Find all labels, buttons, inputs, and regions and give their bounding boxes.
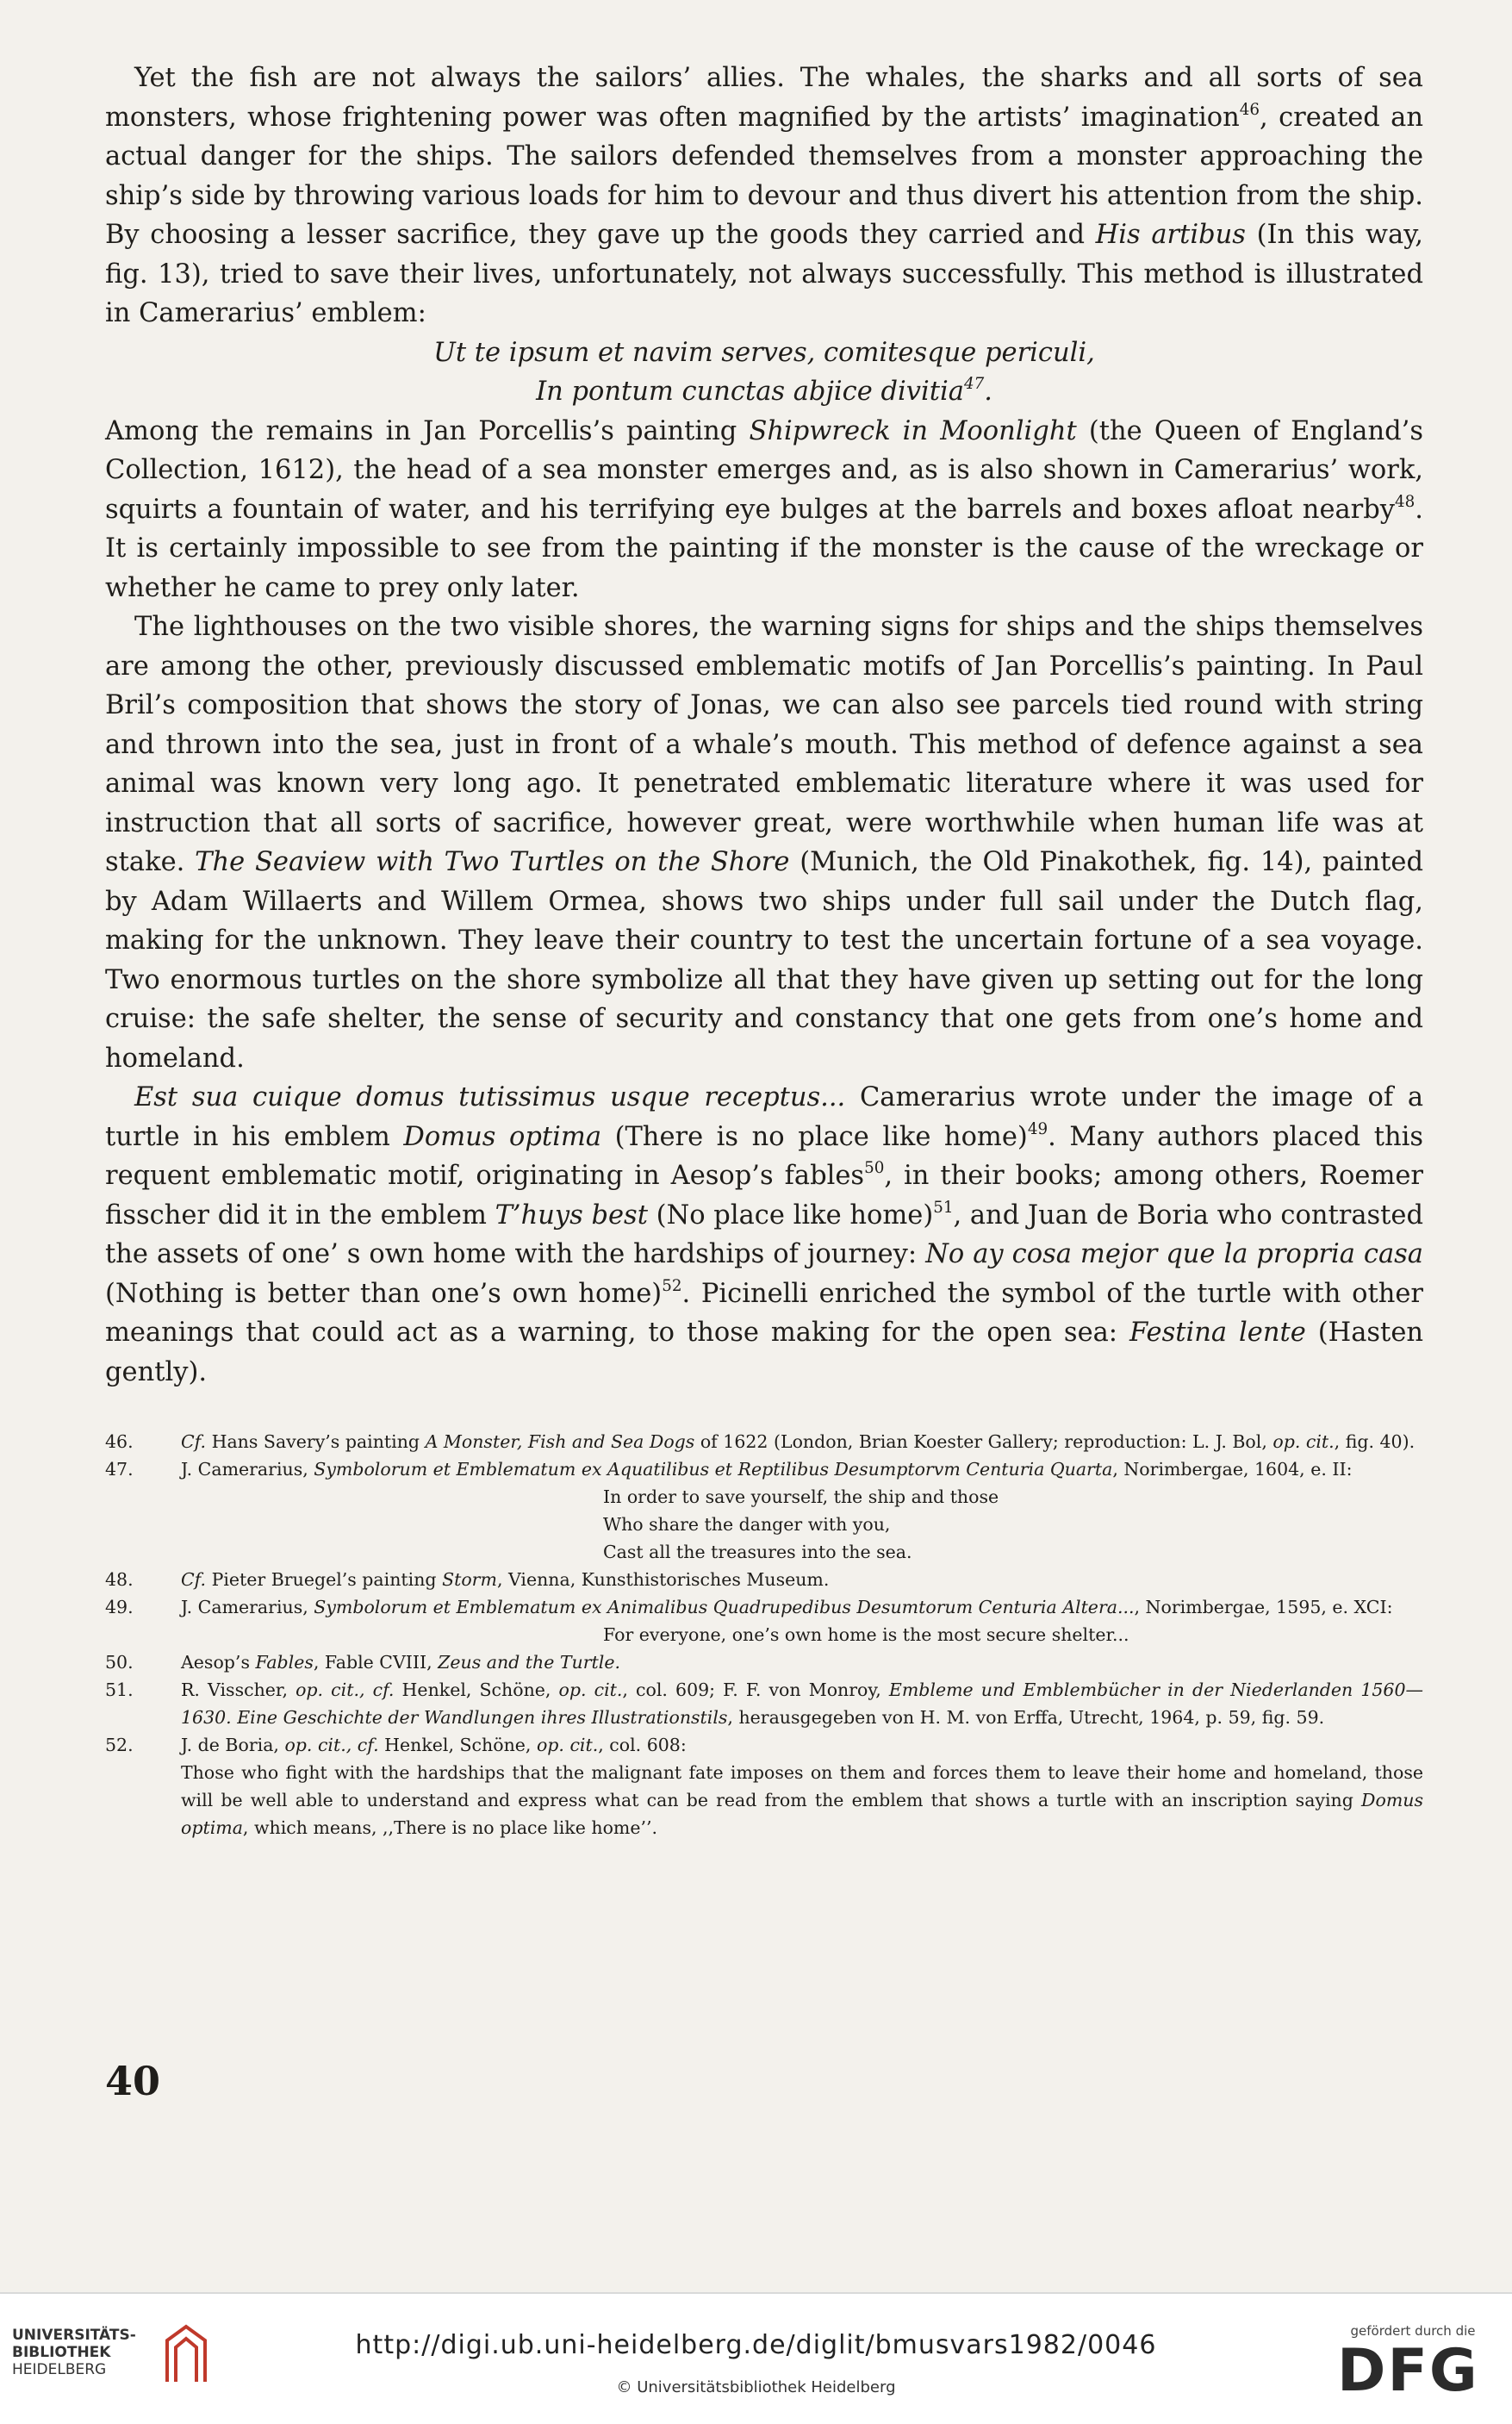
footnote-52-quote: Those who fight with the hardships that the malignant fate imposes on them and forces them to leave their home and homeland, those will be well able to understand and express what can be read from the emblem that shows a turtle with an inscription saying Domus optima, which means, ,,There is no place like home’’. bbox=[181, 1762, 1423, 1838]
footnote-ref-48[interactable]: 48 bbox=[1395, 492, 1416, 511]
paragraph-3: The lighthouses on the two visible shores, the warning signs for ships and the ships themselves are among the other, previously discussed emblematic motifs of Jan Porcellis’s painting. In Paul Bril’s composition that shows the story of Jonas, we can also see parcels tied round with string and thrown into the sea, just in front of a whale’s mouth. This method of defence against a sea animal was known very long ago. It penetrated emblematic literature where it was used for instruction that all sorts of sacrifice, however great, were worthwhile when human life was at stake. The Seaview with Two Turtles on the Shore (Munich, the Old Pinakothek, fig. 14), painted by Adam Willaerts and Willem Ormea, shows two ships under full sail under the Dutch flag, making for the unknown. They leave their country to test the uncertain fortune of a sea voyage. Two enormous turtles on the shore symbolize all that they have given up setting out for the long cruise: the safe shelter, the sense of security and constancy that one gets from one’s home and homeland. bbox=[105, 612, 1423, 1074]
footnotes bbox=[105, 1428, 1423, 1841]
footnote-48: 48. Cf. Pieter Bruegel’s painting Storm, Vienna, Kunsthistorisches Museum. bbox=[105, 1569, 830, 1590]
dfg-logo[interactable]: DFG bbox=[1337, 2337, 1479, 2405]
footnote-47: 47. J. Camerarius, Symbolorum et Emblematum ex Aquatilibus et Reptilibus Desumptorvm Centuria Quarta, Norimbergae, 1604, e. II: bbox=[105, 1459, 1353, 1480]
footnote-52: 52. J. de Boria, op. cit., cf. Henkel, Schöne, op. cit., col. 608: bbox=[105, 1735, 687, 1755]
emblem-verse-line-1: Ut te ipsum et navim serves, comitesque periculi, bbox=[433, 337, 1095, 368]
footnote-50: 50. Aesop’s Fables, Fable CVIII, Zeus and the Turtle. bbox=[105, 1652, 620, 1673]
funded-by-label: gefördert durch die bbox=[1350, 2323, 1476, 2339]
footnote-49: 49. J. Camerarius, Symbolorum et Emblematum ex Animalibus Quadrupedibus Desumtorum Centuria Altera..., Norimbergae, 1595, e. XCI: bbox=[105, 1597, 1393, 1617]
page-number: 40 bbox=[105, 2058, 161, 2104]
footnote-49-verse: For everyone, one’s own home is the most secure shelter... bbox=[603, 1624, 1129, 1645]
footnote-ref-50[interactable]: 50 bbox=[864, 1159, 885, 1178]
footnote-46: 46. Cf. Hans Savery’s painting A Monster, Fish and Sea Dogs of 1622 (London, Brian Koester Gallery; reproduction: L. J. Bol, op. cit., fig. 40). bbox=[105, 1431, 1416, 1452]
paragraph-2: Among the remains in Jan Porcellis’s painting Shipwreck in Moonlight (the Queen of England’s Collection, 1612), the head of a sea monster emerges and, as is also shown in Camerarius’ work, squirts a fountain of water, and his terrifying eye bulges at the barrels and boxes afloat nearby$^{48}$. It is certainly impossible to see from the painting if the monster is the cause of the wreckage or whether he came to prey only later. bbox=[105, 415, 1424, 603]
footnote-51: 51. R. Visscher, op. cit., cf. Henkel, Schöne, op. cit., col. 609; F. F. von Monroy, Embleme und Emblembücher in der Niederlanden 1560—1630. Eine Geschichte der Wandlungen ihres Illustrationstils, herausgegeben von H. M. von Erffa, Utrecht, 1964, p. 59, fig. 59. bbox=[105, 1679, 1424, 1728]
footnote-ref-51[interactable]: 51 bbox=[933, 1198, 954, 1217]
body-text bbox=[105, 59, 1423, 1392]
footnote-ref-46[interactable]: 46 bbox=[1239, 100, 1260, 119]
viewer-footer bbox=[0, 2292, 1512, 2424]
footnote-ref-49[interactable]: 49 bbox=[1027, 1119, 1048, 1138]
paragraph-4: Est sua cuique domus tutissimus usque receptus... Camerarius wrote under the image of a turtle in his emblem Domus optima (There is no place like home)$^{49}$. Many authors placed this requent emblematic motif, originating in Aesop’s fables$^{50}$, in their books; among others, Roemer fisscher did it in the emblem T’huys best (No place like home)$^{51}$, and Juan de Boria who contrasted the assets of one’ s own home with the hardships of journey: No ay cosa mejor que la propria casa (Nothing is better than one’s own home)$^{52}$. Picinelli enriched the symbol of the turtle with other meanings that could act as a warning, to those making for the open sea: Festina lente (Hasten gently). bbox=[105, 1082, 1424, 1387]
footnote-47-verse: In order to save yourself, the ship and those Who share the danger with you, Cast all the treasures into the sea. bbox=[603, 1486, 999, 1562]
library-name[interactable]: UNIVERSITÄTS- BIBLIOTHEK HEIDELBERG bbox=[12, 2327, 136, 2378]
emblem-verse-line-2: In pontum cunctas abjice divitia$^{47}$. bbox=[536, 375, 992, 407]
permalink-url[interactable]: http://digi.ub.uni-heidelberg.de/diglit/bmusvars1982/0046 bbox=[355, 2330, 1157, 2360]
paragraph-1: Yet the fish are not always the sailors’ allies. The whales, the sharks and all sorts of sea monsters, whose frightening power was often magnified by the artists’ imagination$^{46}$, created an actual danger for the ships. The sailors defended themselves from a monster approaching the ship’s side by throwing various loads for him to devour and thus divert his attention from the ship. By choosing a lesser sacrifice, they gave up the goods they carried and His artibus (In this way, fig. 13), tried to save their lives, unfortunately, not always successfully. This method is illustrated in Camerarius’ emblem: bbox=[105, 63, 1423, 328]
copyright-notice: © Universitätsbibliothek Heidelberg bbox=[616, 2378, 896, 2396]
footnote-ref-52[interactable]: 52 bbox=[662, 1276, 682, 1295]
footnote-ref-47[interactable]: 47 bbox=[963, 375, 985, 394]
